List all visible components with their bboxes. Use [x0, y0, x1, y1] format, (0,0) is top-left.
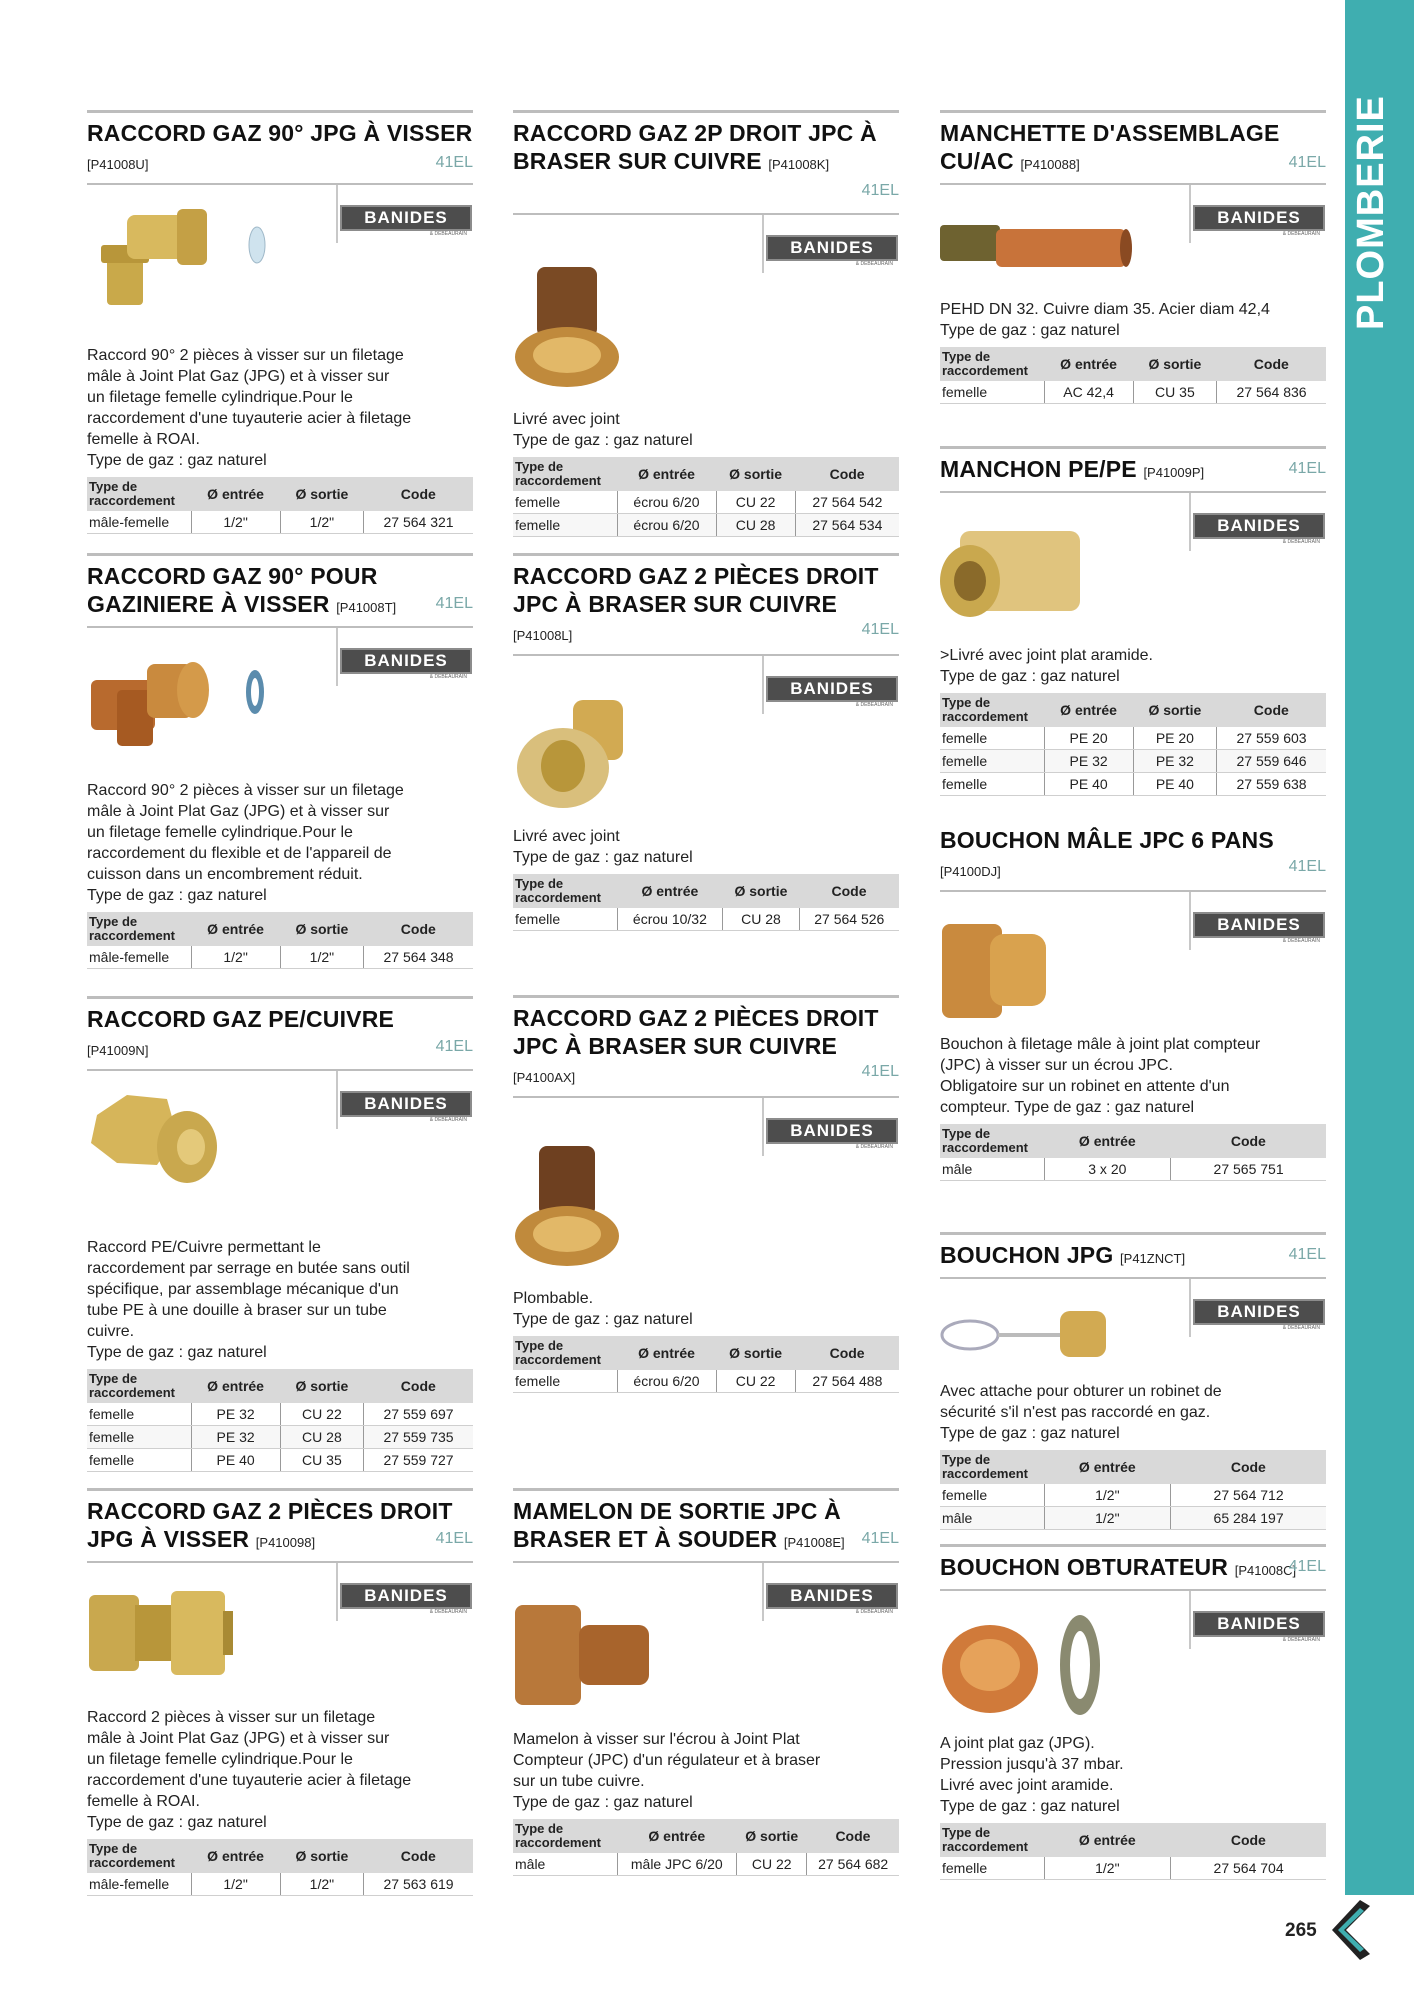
spec-table — [940, 693, 1326, 796]
table-cell: CU 35 — [280, 1449, 363, 1472]
product-card — [940, 110, 1326, 404]
spec-table — [940, 347, 1326, 404]
product-description: Raccord 2 pièces à visser sur un filetage mâle à Joint Plat Gaz (JPG) et à visser sur un filetage femelle cylindrique.Pour le raccordement d'une tuyauterie acier à filetage femelle à ROAI. Type de gaz : gaz naturel — [87, 1709, 412, 1831]
product-description: Plombable. Type de gaz : gaz naturel — [513, 1290, 693, 1328]
table-cell: 27 563 619 — [364, 1873, 473, 1896]
spec-table — [513, 874, 899, 931]
table-cell: 1/2" — [1044, 1507, 1171, 1530]
page-number: 265 — [1285, 1920, 1317, 1941]
spec-table — [940, 1124, 1326, 1181]
brand-logo: BANIDES & DEBEAURAIN — [1193, 912, 1326, 942]
table-cell: écrou 6/20 — [617, 514, 716, 537]
table-cell: 3 x 20 — [1044, 1158, 1171, 1181]
table-header-cell: Code — [795, 457, 899, 491]
product-card — [87, 1488, 473, 1896]
brand-logo: BANIDES & DEBEAURAIN — [766, 235, 899, 265]
brand-logo: BANIDES & DEBEAURAIN — [340, 648, 473, 678]
table-cell: mâle-femelle — [87, 1873, 191, 1896]
table-cell: 27 559 646 — [1217, 750, 1326, 773]
table-cell: CU 35 — [1133, 381, 1216, 404]
product-title: BOUCHON OBTURATEUR [P41008C] — [940, 1554, 1297, 1580]
table-cell: 1/2" — [191, 1873, 280, 1896]
brand-logo: BANIDES & DEBEAURAIN — [766, 676, 899, 706]
table-cell: 27 564 348 — [364, 946, 473, 969]
product-title: RACCORD GAZ 2 PIÈCES DROIT JPC À BRASER SUR CUIVRE [P4100AX] — [513, 1005, 879, 1085]
product-tag: 41EL — [1288, 460, 1326, 477]
table-header-cell: Type de raccordement — [940, 347, 1044, 381]
table-header-cell: Code — [364, 912, 473, 946]
table-cell: femelle — [940, 1857, 1044, 1880]
table-cell: 27 564 542 — [795, 491, 899, 514]
table-cell: PE 20 — [1133, 727, 1216, 750]
table-header-cell: Type de raccordement — [940, 1823, 1044, 1857]
product-card — [940, 446, 1326, 796]
product-description: PEHD DN 32. Cuivre diam 35. Acier diam 42,4 Type de gaz : gaz naturel — [940, 301, 1270, 339]
table-row — [87, 946, 473, 969]
table-cell: CU 22 — [737, 1853, 807, 1876]
table-row — [87, 1426, 473, 1449]
table-cell: PE 40 — [191, 1449, 280, 1472]
table-cell: 1/2" — [280, 946, 363, 969]
table-cell: 1/2" — [280, 1873, 363, 1896]
table-row — [513, 491, 899, 514]
table-cell: 27 559 735 — [364, 1426, 473, 1449]
spec-table — [87, 1839, 473, 1896]
table-cell: CU 28 — [280, 1426, 363, 1449]
table-header-cell: Ø sortie — [716, 1336, 795, 1370]
brand-logo: BANIDES & DEBEAURAIN — [340, 1583, 473, 1613]
product-tag: 41EL — [861, 1063, 899, 1080]
product-image — [940, 1609, 1326, 1719]
table-cell: femelle — [940, 727, 1044, 750]
table-header-cell: Code — [799, 874, 899, 908]
spec-table — [87, 1369, 473, 1472]
product-image — [87, 195, 473, 265]
product-image — [87, 1585, 473, 1685]
table-cell: 27 564 712 — [1171, 1484, 1326, 1507]
table-cell: mâle-femelle — [87, 946, 191, 969]
table-header-cell: Ø sortie — [737, 1819, 807, 1853]
table-cell: femelle — [513, 514, 617, 537]
product-title: BOUCHON JPG [P41ZNCT] — [940, 1242, 1186, 1268]
table-cell: écrou 6/20 — [617, 1370, 716, 1393]
product-card — [513, 995, 899, 1393]
product-tag: 41EL — [1288, 858, 1326, 875]
table-row — [513, 1853, 899, 1876]
product-title: RACCORD GAZ 90° JPG À VISSER [P41008U] — [87, 120, 473, 172]
product-card — [87, 996, 473, 1472]
table-cell: 27 564 488 — [795, 1370, 899, 1393]
page-chevron-icon — [1330, 1900, 1370, 1960]
table-header-cell: Ø sortie — [716, 457, 795, 491]
spec-table — [87, 477, 473, 534]
spec-table — [513, 1336, 899, 1393]
product-description: Mamelon à visser sur l'écrou à Joint Plat Compteur (JPC) d'un régulateur et à braser sur un tube cuivre. Type de gaz : gaz naturel — [513, 1731, 821, 1811]
spec-table — [940, 1823, 1326, 1880]
table-cell: femelle — [940, 750, 1044, 773]
table-cell: 1/2" — [191, 946, 280, 969]
product-card — [940, 1232, 1326, 1530]
table-cell: PE 40 — [1044, 773, 1133, 796]
table-header-cell: Type de raccordement — [513, 457, 617, 491]
table-cell: 1/2" — [191, 511, 280, 534]
table-row — [87, 1449, 473, 1472]
product-title: MANCHETTE D'ASSEMBLAGE CU/AC [P410088] — [940, 120, 1280, 174]
spec-table — [87, 912, 473, 969]
table-cell: femelle — [513, 491, 617, 514]
table-cell: 65 284 197 — [1171, 1507, 1326, 1530]
table-cell: femelle — [513, 1370, 617, 1393]
product-image — [513, 694, 899, 814]
table-header-cell: Type de raccordement — [940, 693, 1044, 727]
product-image — [87, 1085, 473, 1195]
table-header-cell: Code — [364, 1369, 473, 1403]
table-header-cell: Ø sortie — [280, 1839, 363, 1873]
table-cell: 27 559 697 — [364, 1403, 473, 1426]
table-header-cell: Code — [1171, 1124, 1326, 1158]
table-row — [940, 727, 1326, 750]
table-header-cell: Ø sortie — [280, 912, 363, 946]
product-description: Raccord 90° 2 pièces à visser sur un filetage mâle à Joint Plat Gaz (JPG) et à visser sur un filetage femelle cylindrique.Pour le raccordement d'une tuyauterie acier à filetage femelle à ROAI. Type de gaz : gaz naturel — [87, 347, 412, 469]
product-image — [513, 257, 899, 397]
table-row — [940, 381, 1326, 404]
table-cell: PE 32 — [1133, 750, 1216, 773]
table-row — [940, 1857, 1326, 1880]
product-title: BOUCHON MÂLE JPC 6 PANS [P4100DJ] — [940, 827, 1274, 879]
table-header-cell: Ø entrée — [1044, 1124, 1171, 1158]
table-header-cell: Code — [1217, 693, 1326, 727]
table-cell: mâle — [940, 1507, 1044, 1530]
table-header-cell: Ø sortie — [280, 477, 363, 511]
brand-logo: BANIDES & DEBEAURAIN — [1193, 1299, 1326, 1329]
category-label: PLOMBERIE — [1350, 95, 1392, 330]
brand-logo: BANIDES & DEBEAURAIN — [340, 205, 473, 235]
product-description: Avec attache pour obturer un robinet de sécurité s'il n'est pas raccordé en gaz. Type de gaz : gaz naturel — [940, 1383, 1222, 1442]
table-header-cell: Ø sortie — [1133, 347, 1216, 381]
table-cell: 1/2" — [1044, 1857, 1171, 1880]
table-cell: écrou 10/32 — [617, 908, 723, 931]
brand-logo: BANIDES & DEBEAURAIN — [1193, 205, 1326, 235]
product-card — [513, 1488, 899, 1876]
table-cell: 27 559 727 — [364, 1449, 473, 1472]
product-description: >Livré avec joint plat aramide. Type de gaz : gaz naturel — [940, 647, 1153, 685]
table-header-cell: Code — [364, 477, 473, 511]
table-row — [87, 511, 473, 534]
product-image — [940, 1305, 1326, 1365]
table-cell: mâle-femelle — [87, 511, 191, 534]
product-description: Bouchon à filetage mâle à joint plat compteur (JPC) à visser sur un écrou JPC. Obligatoire sur un robinet en attente d'un compteur. Type de gaz : gaz naturel — [940, 1036, 1261, 1116]
table-cell: 27 564 526 — [799, 908, 899, 931]
product-card — [87, 553, 473, 969]
table-cell: mâle JPC 6/20 — [617, 1853, 737, 1876]
table-cell: 27 564 704 — [1171, 1857, 1326, 1880]
table-cell: PE 32 — [191, 1403, 280, 1426]
table-cell: femelle — [513, 908, 617, 931]
table-cell: 1/2" — [1044, 1484, 1171, 1507]
table-header-cell: Ø entrée — [1044, 1450, 1171, 1484]
table-header-cell: Ø entrée — [191, 1369, 280, 1403]
product-title: RACCORD GAZ 2 PIÈCES DROIT JPG À VISSER [P410098] — [87, 1498, 453, 1552]
product-description: Raccord PE/Cuivre permettant le raccordement par serrage en butée sans outil spécifique, par assemblage mécanique d'un tube PE à une douille à braser sur un tube cuivre. Type de gaz : gaz naturel — [87, 1239, 410, 1361]
table-cell: femelle — [87, 1403, 191, 1426]
product-tag: 41EL — [1288, 1558, 1326, 1575]
product-description: Raccord 90° 2 pièces à visser sur un filetage mâle à Joint Plat Gaz (JPG) et à visser sur un filetage femelle cylindrique.Pour le raccordement du flexible et de l'appareil de cuisson dans un encombrement réduit. Type de gaz : gaz naturel — [87, 782, 404, 904]
table-header-cell: Ø entrée — [1044, 1823, 1171, 1857]
table-header-cell: Type de raccordement — [87, 1839, 191, 1873]
table-header-cell: Code — [1217, 347, 1326, 381]
product-image — [513, 1595, 899, 1715]
product-tag: 41EL — [861, 621, 899, 638]
product-tag: 41EL — [1288, 154, 1326, 171]
table-header-cell: Ø entrée — [617, 1819, 737, 1853]
table-cell: femelle — [940, 1484, 1044, 1507]
spec-table — [940, 1450, 1326, 1530]
table-cell: mâle — [513, 1853, 617, 1876]
product-card — [513, 553, 899, 931]
table-cell: PE 32 — [1044, 750, 1133, 773]
table-header-cell: Ø sortie — [723, 874, 799, 908]
table-header-cell: Ø entrée — [1044, 347, 1133, 381]
table-row — [940, 1484, 1326, 1507]
product-image — [940, 215, 1326, 275]
table-header-cell: Ø sortie — [280, 1369, 363, 1403]
product-tag: 41EL — [861, 1530, 899, 1547]
table-cell: CU 28 — [723, 908, 799, 931]
table-header-cell: Type de raccordement — [87, 477, 191, 511]
table-cell: AC 42,4 — [1044, 381, 1133, 404]
table-row — [87, 1873, 473, 1896]
product-title: MAMELON DE SORTIE JPC À BRASER ET À SOUDER [P41008E] — [513, 1498, 845, 1552]
table-cell: femelle — [940, 773, 1044, 796]
product-title: MANCHON PE/PE [P41009P] — [940, 456, 1205, 482]
table-row — [87, 1403, 473, 1426]
product-description: A joint plat gaz (JPG). Pression jusqu'à 37 mbar. Livré avec joint aramide. Type de gaz : gaz naturel — [940, 1735, 1124, 1815]
table-header-cell: Type de raccordement — [513, 1819, 617, 1853]
table-header-cell: Code — [1171, 1823, 1326, 1857]
table-header-cell: Code — [364, 1839, 473, 1873]
table-header-cell: Code — [795, 1336, 899, 1370]
table-cell: femelle — [940, 381, 1044, 404]
product-tag: 41EL — [1288, 1246, 1326, 1263]
table-cell: CU 22 — [716, 1370, 795, 1393]
table-cell: 27 564 836 — [1217, 381, 1326, 404]
table-cell: PE 40 — [1133, 773, 1216, 796]
table-header-cell: Ø entrée — [617, 457, 716, 491]
table-cell: CU 22 — [716, 491, 795, 514]
table-cell: 27 565 751 — [1171, 1158, 1326, 1181]
table-header-cell: Ø entrée — [617, 1336, 716, 1370]
brand-logo: BANIDES & DEBEAURAIN — [1193, 513, 1326, 543]
table-header-cell: Ø entrée — [191, 1839, 280, 1873]
table-row — [513, 908, 899, 931]
table-cell: 27 564 682 — [807, 1853, 899, 1876]
product-image — [940, 525, 1326, 625]
product-title: RACCORD GAZ PE/CUIVRE [P41009N] — [87, 1006, 395, 1058]
table-cell: 1/2" — [280, 511, 363, 534]
table-header-cell: Code — [1171, 1450, 1326, 1484]
table-header-cell: Ø entrée — [617, 874, 723, 908]
product-tag: 41EL — [861, 182, 899, 199]
product-tag: 41EL — [435, 1038, 473, 1055]
brand-logo: BANIDES & DEBEAURAIN — [1193, 1611, 1326, 1641]
table-cell: écrou 6/20 — [617, 491, 716, 514]
product-title: RACCORD GAZ 2 PIÈCES DROIT JPC À BRASER SUR CUIVRE [P41008L] — [513, 563, 879, 643]
table-cell: mâle — [940, 1158, 1044, 1181]
table-cell: CU 22 — [280, 1403, 363, 1426]
product-title: RACCORD GAZ 90° POUR GAZINIERE À VISSER [P41008T] — [87, 563, 397, 617]
product-image — [940, 914, 1326, 1024]
table-row — [940, 773, 1326, 796]
table-header-cell: Ø sortie — [1133, 693, 1216, 727]
table-cell: PE 20 — [1044, 727, 1133, 750]
table-header-cell: Code — [807, 1819, 899, 1853]
product-card — [940, 1544, 1326, 1880]
table-header-cell: Type de raccordement — [87, 1369, 191, 1403]
spec-table — [513, 457, 899, 537]
table-header-cell: Ø entrée — [1044, 693, 1133, 727]
spec-table — [513, 1819, 899, 1876]
product-title: RACCORD GAZ 2P DROIT JPC À BRASER SUR CUIVRE [P41008K] — [513, 120, 877, 174]
product-card — [87, 110, 473, 534]
table-header-cell: Type de raccordement — [513, 874, 617, 908]
table-cell: PE 32 — [191, 1426, 280, 1449]
brand-logo: BANIDES & DEBEAURAIN — [340, 1091, 473, 1121]
product-image — [87, 640, 473, 750]
table-header-cell: Type de raccordement — [940, 1124, 1044, 1158]
table-header-cell: Ø entrée — [191, 477, 280, 511]
brand-logo: BANIDES & DEBEAURAIN — [766, 1118, 899, 1148]
table-row — [513, 1370, 899, 1393]
table-cell: CU 28 — [716, 514, 795, 537]
table-header-cell: Ø entrée — [191, 912, 280, 946]
table-row — [940, 750, 1326, 773]
table-header-cell: Type de raccordement — [87, 912, 191, 946]
product-image — [513, 1136, 899, 1276]
table-cell: 27 559 603 — [1217, 727, 1326, 750]
table-cell: femelle — [87, 1426, 191, 1449]
product-card — [940, 820, 1326, 1181]
product-tag: 41EL — [435, 595, 473, 612]
product-description: Livré avec joint Type de gaz : gaz naturel — [513, 411, 693, 449]
product-tag: 41EL — [435, 154, 473, 171]
product-description: Livré avec joint Type de gaz : gaz naturel — [513, 828, 693, 866]
product-tag: 41EL — [435, 1530, 473, 1547]
table-header-cell: Type de raccordement — [513, 1336, 617, 1370]
table-cell: 27 564 321 — [364, 511, 473, 534]
table-cell: femelle — [87, 1449, 191, 1472]
product-card — [513, 110, 899, 537]
table-cell: 27 564 534 — [795, 514, 899, 537]
table-row — [940, 1158, 1326, 1181]
table-row — [513, 514, 899, 537]
table-header-cell: Type de raccordement — [940, 1450, 1044, 1484]
table-row — [940, 1507, 1326, 1530]
brand-logo: BANIDES & DEBEAURAIN — [766, 1583, 899, 1613]
table-cell: 27 559 638 — [1217, 773, 1326, 796]
